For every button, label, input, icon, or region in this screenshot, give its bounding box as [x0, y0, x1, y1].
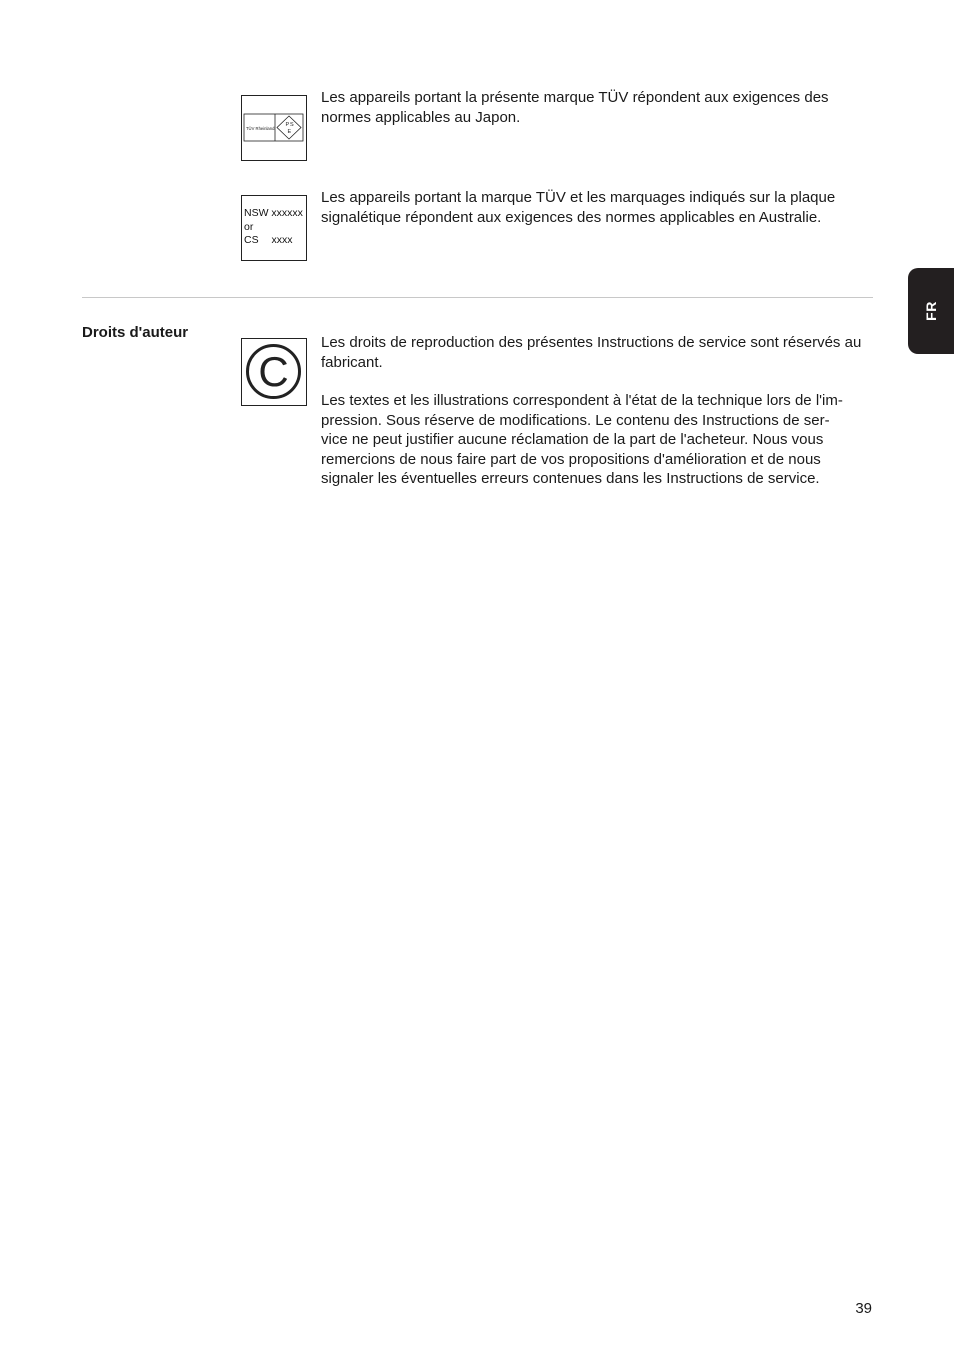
copyright-paragraph-2-line: vice ne peut justifier aucune réclamation de la part de l'acheteur. Nous vous [321, 431, 824, 448]
copyright-symbol-graphic [242, 339, 305, 404]
section-divider [82, 297, 873, 298]
pse-letter-s: S [290, 122, 294, 128]
language-tab [908, 268, 954, 354]
copyright-icon [241, 338, 307, 406]
nsw-line-left: NSW [244, 207, 269, 219]
cs-line-left: CS [244, 234, 259, 246]
copyright-letter: C [258, 348, 289, 395]
pse-letter-p: P [285, 122, 290, 128]
tuv-pse-mark-icon [241, 95, 307, 161]
page-number: 39 [855, 1300, 872, 1317]
tuv-japan-text: Les appareils portant la présente marque TÜV répondent aux exigences des normes applicables au Japon. [321, 89, 829, 126]
tuv-pse-mark-graphic [242, 96, 305, 159]
cs-line [244, 234, 303, 248]
tuv-australia-text: Les appareils portant la marque TÜV et les marquages indiqués sur la plaque signalétique répondent aux exigences des normes applicables en Australie. [321, 189, 836, 226]
copyright-paragraph-2-line: signaler les éventuelles erreurs contenues dans les Instructions de service. [321, 470, 820, 487]
section-heading-copyright: Droits d'auteur [82, 324, 189, 341]
nsw-cs-mark-icon [241, 195, 307, 261]
tuv-rheinland-label: TÜV Rheinland [246, 126, 275, 131]
or-line [244, 221, 303, 235]
copyright-paragraph-2-line: remercions de nous faire part de vos propositions d'amélioration et de nous [321, 450, 821, 468]
language-tab-label: FR [923, 301, 939, 321]
copyright-paragraph-2 [321, 391, 873, 489]
copyright-paragraph-2-line: pression. Sous réserve de modifications. Le contenu des Instructions de ser- [321, 411, 830, 429]
cs-line-right: xxxx [271, 234, 293, 246]
copyright-paragraph-1: Les droits de reproduction des présentes Instructions de service sont réservés au fabricant. [321, 334, 862, 371]
nsw-line [244, 207, 303, 221]
or-line-left: or [244, 220, 254, 233]
copyright-paragraph-2-line: Les textes et les illustrations correspondent à l'état de la technique lors de l'im- [321, 392, 843, 409]
nsw-cs-mark-text [244, 207, 303, 248]
nsw-line-right: xxxxxx [271, 207, 303, 219]
pse-letter-e: E [287, 129, 292, 135]
